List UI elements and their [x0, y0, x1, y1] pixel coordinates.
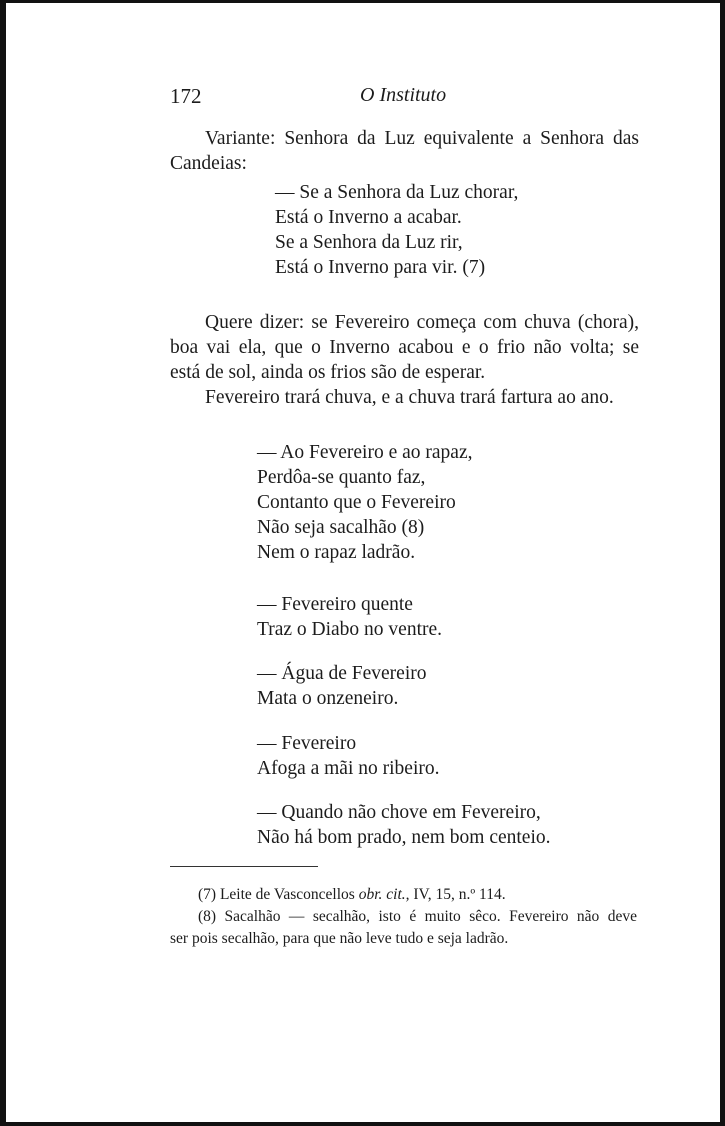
verse-line: Está o Inverno a acabar.: [275, 207, 462, 228]
footnote-8-line: ser pois secalhão, para que não leve tudo e seja ladrão.: [170, 930, 509, 947]
verse-line: Contanto que o Fevereiro: [257, 492, 456, 513]
footnote-7-text: (7) Leite de Vasconcellos: [198, 886, 359, 903]
verse-line: — Água de Fevereiro: [257, 663, 427, 684]
verse-fevereiro-afoga: [257, 731, 439, 781]
paragraph-line: boa vai ela, que o Inverno acabou e o frio não volta; se: [170, 337, 639, 358]
running-title: O Instituto: [360, 84, 447, 106]
verse-line: Não há bom prado, nem bom centeio.: [257, 827, 551, 848]
verse-senhora-da-luz: [275, 180, 518, 280]
verse-line: Perdôa-se quanto faz,: [257, 467, 426, 488]
footnote-rule: [170, 866, 318, 867]
footnote-8-line: (8) Sacalhão — secalhão, isto é muito sêco. Fevereiro não deve: [198, 908, 637, 925]
intro-line: Candeias:: [170, 153, 247, 174]
verse-line: Está o Inverno para vir. (7): [275, 257, 486, 278]
verse-line: — Fevereiro: [257, 733, 357, 754]
page-number: 172: [170, 84, 202, 108]
verse-line: — Ao Fevereiro e ao rapaz,: [257, 442, 473, 463]
verse-fevereiro-rapaz: [257, 440, 473, 565]
intro-line: Variante: Senhora da Luz equivalente a Senhora das: [205, 128, 639, 149]
verse-line: — Quando não chove em Fevereiro,: [257, 802, 541, 823]
verse-line: Se a Senhora da Luz rir,: [275, 232, 463, 253]
footnotes: [170, 884, 637, 950]
footnote-7: [170, 884, 637, 906]
explanation-paragraph: [170, 310, 639, 410]
paragraph-line: está de sol, ainda os frios são de esperar.: [170, 362, 486, 383]
verse-line: Mata o onzeneiro.: [257, 688, 399, 709]
paragraph-line: Quere dizer: se Fevereiro começa com chuva (chora),: [205, 312, 639, 333]
verse-agua-de-fevereiro: [257, 661, 426, 711]
verse-line: Traz o Diabo no ventre.: [257, 619, 443, 640]
footnote-7-reference: IV, 15, n.º 114.: [409, 886, 506, 903]
paragraph-line: Fevereiro trará chuva, e a chuva trará fartura ao ano.: [205, 387, 614, 408]
intro-paragraph: [170, 126, 639, 176]
verse-quando-nao-chove: [257, 800, 551, 850]
verse-line: Afoga a mãi no ribeiro.: [257, 758, 440, 779]
verse-line: — Se a Senhora da Luz chorar,: [275, 182, 519, 203]
footnote-7-citation: obr. cit.,: [358, 886, 410, 903]
verse-line: Nem o rapaz ladrão.: [257, 542, 416, 563]
verse-line: Não seja sacalhão (8): [257, 517, 425, 538]
verse-line: — Fevereiro quente: [257, 594, 413, 615]
verse-fevereiro-quente: [257, 592, 442, 642]
